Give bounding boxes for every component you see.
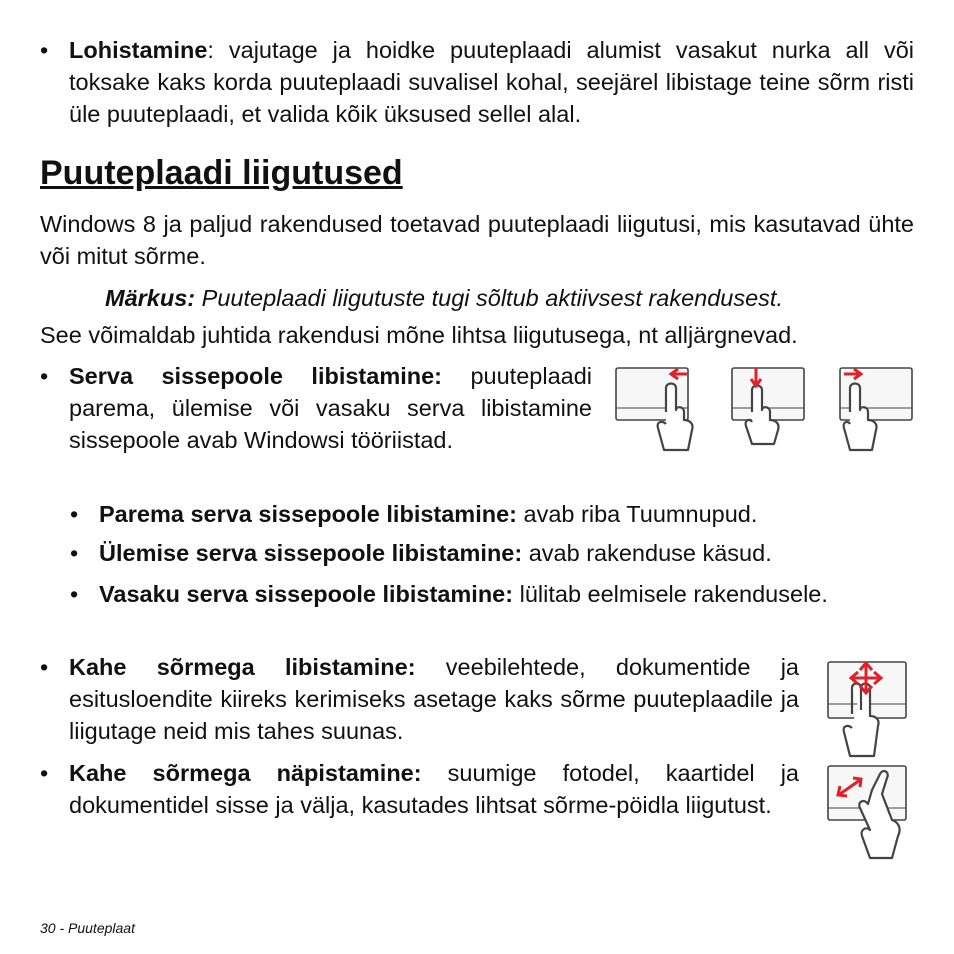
gesture-right-edge-swipe-icon <box>614 364 704 454</box>
bullet-marker: • <box>40 363 49 389</box>
two-finger-pinch-text: suumige fotodel, kaartidel ja dokumentidel sisse ja välja, kasutades lihtsat sõrme-pöidla liigutust. <box>69 760 799 818</box>
gesture-two-finger-pinch-icon <box>826 764 916 864</box>
edge-swipe-item <box>69 360 592 456</box>
gesture-two-finger-scroll-icon <box>826 658 916 762</box>
intro-term: Lohistamine <box>69 37 208 63</box>
note-text: Puuteplaadi liigutuste tugi sõltub aktiivsest rakendusest. <box>195 285 783 311</box>
two-finger-pinch-term: Kahe sõrmega näpistamine: <box>69 760 422 786</box>
sub-item-top-edge <box>99 537 914 569</box>
two-finger-scroll-term: Kahe sõrmega libistamine: <box>69 654 416 680</box>
sub-item-term: Parema serva sissepoole libistamine: <box>99 501 517 527</box>
intro-text: : vajutage ja hoidke puuteplaadi alumist vasakut nurka all või toksake kaks korda puuteplaadi suvalisel kohal, seejärel libistage teine sõrm risti üle puuteplaadi, et valida kõik üksused sellel alal. <box>69 37 914 127</box>
gesture-left-edge-swipe-icon <box>838 364 928 454</box>
note-label: Märkus: <box>105 285 196 311</box>
bullet-marker: • <box>40 37 49 63</box>
body-paragraph-2: See võimaldab juhtida rakendusi mõne lihtsa liigutusega, nt alljärgnevad. <box>40 322 798 348</box>
page-heading: Puuteplaadi liigutused <box>40 154 403 192</box>
two-finger-scroll-item <box>69 651 799 747</box>
sub-item-right-edge <box>99 498 914 530</box>
sub-item-text: avab rakenduse käsud. <box>522 540 772 566</box>
gesture-top-edge-swipe-icon <box>728 364 818 454</box>
sub-item-text: lülitab eelmisele rakendusele. <box>513 581 828 607</box>
edge-swipe-text: puuteplaadi parema, ülemise või vasaku serva libistamine sissepoole avab Windowsi tööriistad. <box>69 363 593 453</box>
note <box>105 282 914 314</box>
intro-paragraph <box>69 34 914 130</box>
bullet-marker: • <box>40 654 49 680</box>
two-finger-scroll-text: veebilehtede, dokumentide ja esitusloendite kiireks kerimiseks asetage kaks sõrme puuteplaadile ja liigutage neid mis tahes suunas. <box>69 654 799 744</box>
sub-item-left-edge <box>99 578 914 610</box>
sub-bullet-marker: • <box>70 540 79 566</box>
edge-swipe-term: Serva sissepoole libistamine: <box>69 363 443 389</box>
page-footer: 30 - Puuteplaat <box>40 920 135 936</box>
body-paragraph-1: Windows 8 ja paljud rakendused toetavad puuteplaadi liigutusi, mis kasutavad ühte või mitut sõrme. <box>40 211 914 269</box>
sub-item-term: Ülemise serva sissepoole libistamine: <box>99 540 523 566</box>
sub-bullet-marker: • <box>70 581 79 607</box>
bullet-marker: • <box>40 760 49 786</box>
two-finger-pinch-item <box>69 757 799 821</box>
sub-bullet-marker: • <box>70 501 79 527</box>
sub-item-text: avab riba Tuumnupud. <box>517 501 758 527</box>
sub-item-term: Vasaku serva sissepoole libistamine: <box>99 581 514 607</box>
